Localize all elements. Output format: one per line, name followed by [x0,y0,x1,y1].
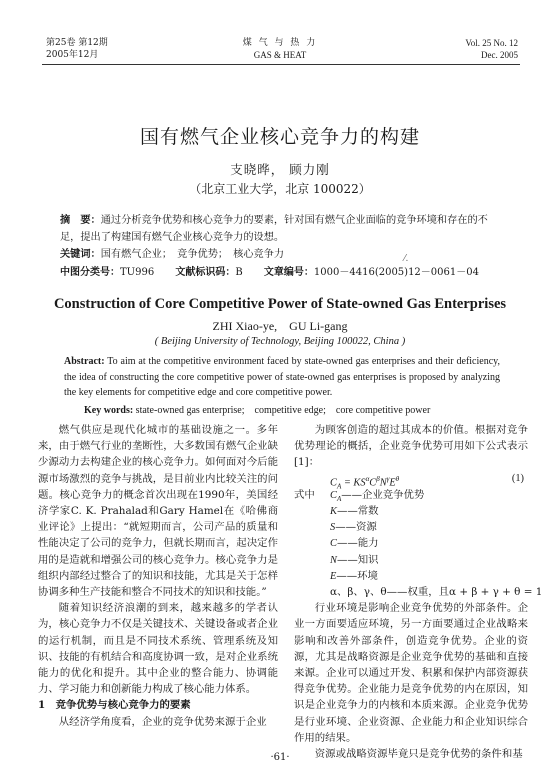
equation-expression: $C_A = KS^\alpha C^\beta N^\gamma E^\theta$ [330,474,400,491]
abstract-en-label: Abstract: [64,356,105,367]
page-number: ·61· [270,752,290,763]
body-right-column [294,422,543,762]
definition-row: C——能力 [330,537,379,550]
body-paragraph: 从经济学角度看，企业的竞争优势来源于企业 [58,715,267,728]
keywords-en [64,404,504,418]
authors-en: ZHI Xiao-ye, GU Li-gang [212,319,348,333]
header-left [46,37,108,61]
body-paragraph: 行业环境是影响企业竞争优势的外部条件。企业一方面要适应环境，另一方面要通过企业战略来影响和改善外部条件，创造竞争优势。企业的资源，尤其是战略资源是企业竞争优势的基础和直接来源。企业可以通过开发、积累和保护内部资源获得竞争优势。企业能力是竞争优势的内在原因，知识是企业竞争力的内核和本质来源。企业竞争优势是行业环境、企业资源、企业能力和企业知识综合作用的结果。 [294,602,528,744]
equation-number: (1) [511,472,524,484]
classification-line [60,264,500,281]
equation [294,471,528,491]
keywords-cn-text: 国有燃气企业； 竞争优势； 核心竞争力 [100,249,285,260]
article-title-cn: 国有燃气企业核心竞争力的构建 [139,126,420,148]
keywords-en-text: state-owned gas enterprise; competitive edge; core competitive power [135,405,431,416]
abstract-cn-label: 摘 要： [60,214,101,226]
body-paragraph: 燃气供应是现代化城市的基础设施之一。多年来，由于燃气行业的垄断性，大多数国有燃气企业缺少源动力去构建企业的核心竞争力。如何面对今后能源市场激烈的竞争与挑战，是目前业内比较关注的问题。核心竞争力的概念首次出现在1990年，美国经济学家C. K. Prahalad和Gary Hamel在《哈佛商业评论》上提出：“就短期而言，公司产品的质量和性能决定了公司的竞争力，但就长期而言，起决定作用的是造就和增强公司的核心竞争力。核心竞争力是组织内部经过整合了的知识和技能，尤其是关于怎样协调多种生产技能和整合不同技术的知识和技能。” [38,424,278,599]
weights-row: α、β、γ、θ——权重，且α + β + γ + θ = 1 [330,585,543,598]
definition-row: E——环境 [330,569,378,582]
scan-speck: ⁄. [404,254,409,264]
header-right [465,37,518,61]
keywords-cn-label: 关键词： [60,248,101,260]
abstract-cn-text: 通过分析竞争优势和核心竞争力的要素，针对国有燃气企业面临的竞争环境和存在的不足，提出了构建国有燃气企业核心竞争力的设想。 [60,215,488,243]
issue-date-en: Dec. 2005 [481,50,518,60]
abstract-en [64,354,500,401]
body-paragraph: 资源或战略资源毕竟只是竞争优势的条件和基 [314,747,523,760]
authors-cn: 支晓晔， 顾力刚 [230,162,330,177]
definition-row: 式中 $C_A——$企业竞争优势 [294,488,425,503]
journal-name-cn: 煤 气 与 热 力 [242,38,318,48]
body-paragraph: 为顾客创造的超过其成本的价值。根据对竞争优势理论的概括，企业竞争优势可用如下公式表示[1]： [294,424,528,469]
body-paragraph: 随着知识经济浪潮的到来，越来越多的学者认为，核心竞争力不仅是关键技术、关键设备或者企业的运行机制，而且是不同技术系统、管理系统及知识、技能的有机结合和高度协调一致，是对企业系统能力的优化和提升。其中企业的整合能力、协调能力、学习能力和创新能力构成了核心能力体系。 [38,602,278,696]
symbol-definitions [294,487,543,600]
issue-date: 2005年12月 [46,50,99,60]
body-left-column [38,422,278,730]
header-center [200,37,360,61]
definition-row: K——常数 [330,504,379,517]
clc-field: 中图分类号：TU996 [60,267,155,278]
keywords-en-label: Key words: [84,405,134,416]
abstract-cn [60,212,500,263]
doc-code-field: 文献标识码：B [175,267,243,278]
affiliation-en: ( Beijing University of Technology, Beijing 100022, China ) [154,336,406,347]
article-title-en: Construction of Core Competitive Power of State-owned Gas Enterprises [53,296,507,312]
volume-issue-en: Vol. 25 No. 12 [465,38,518,48]
affiliation-cn: （北京工业大学，北京 100022） [189,182,371,196]
article-id-field: 文章编号：1000－4416(2005)12－0061－04 [263,267,479,278]
journal-name-en: GAS & HEAT [253,50,307,60]
header-rule [42,64,520,65]
section-heading: 1 竞争优势与核心竞争力的要素 [38,699,191,712]
definition-row: S——资源 [330,521,377,534]
definition-row: N——知识 [330,553,379,566]
abstract-en-text: To aim at the competitive environment faced by state-owned gas enterprises and their deficiency, the idea of constructing the core competitive power of state-owned gas enterprises is proposed by analyzing the key elements for competitive edge and core competitive power. [64,356,501,398]
volume-issue: 第25卷 第12期 [46,38,108,48]
